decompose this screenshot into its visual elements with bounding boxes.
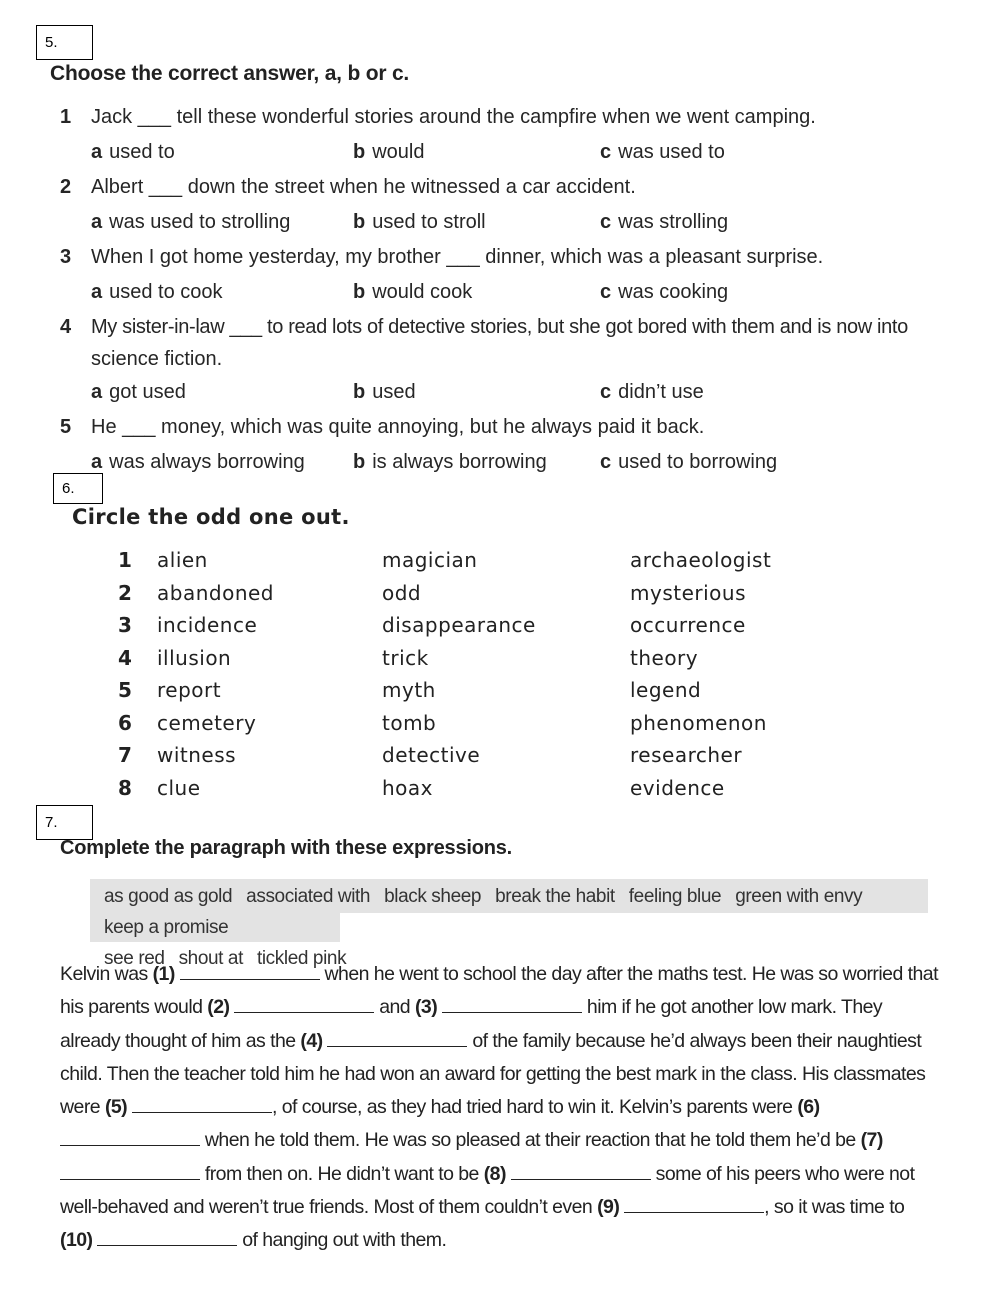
question-text: Jack ___ tell these wonderful stories around the campfire when we went camping. [91, 106, 816, 128]
word-option[interactable]: clue [157, 775, 201, 800]
word-option[interactable]: incidence [157, 613, 258, 637]
section-7-number-box [36, 805, 93, 840]
answer-blank-9[interactable] [624, 1194, 764, 1213]
odd-one-out-row: 3 incidence disappearance occurrence [118, 609, 938, 642]
word-option[interactable]: legend [630, 678, 702, 702]
option-a[interactable]: a used to [91, 141, 175, 163]
expression-item: green with envy [735, 886, 863, 907]
question-2 [60, 170, 980, 204]
word-option[interactable]: illusion [157, 645, 232, 670]
word-option[interactable]: mysterious [630, 580, 746, 605]
option-b[interactable]: b used to stroll [353, 211, 486, 233]
word-option[interactable]: cemetery [157, 710, 257, 735]
section-5-questions [60, 100, 980, 480]
option-b[interactable]: b would [353, 141, 425, 163]
answer-blank-1[interactable] [180, 961, 320, 980]
question-number: 4 [60, 316, 72, 338]
expression-item: feeling blue [628, 886, 722, 907]
odd-one-out-row: 4 illusion trick theory [118, 642, 938, 675]
gap-fill-paragraph: Kelvin was (1) when he went to school the day after the maths test. He was so worried that his parents would (2) and (3) him if he got another low mark. They already thought of him as the (4) of the family because he’d always been their naughtiest child. Then the teacher told him he had won an award for getting the best mark in the class. His classmates were (5) , of course, as they had tried hard to win it. Kelvin’s parents were (6) when he told them. He was so pleased at their reaction that he told them he’d be (7) from then on. He didn’t want to be (8) some of his peers who were not well-behaved and weren’t true friends. Most of them couldn’t even (9) , so it was time to (10) of hanging out with them. [60, 963, 938, 1252]
option-a[interactable]: a used to cook [91, 281, 223, 303]
option-c[interactable]: c was used to [600, 141, 725, 163]
word-option[interactable]: phenomenon [630, 710, 767, 735]
expression-item: tickled pink [256, 948, 347, 969]
expression-item: shout at [178, 948, 243, 969]
expression-item: see red [104, 948, 165, 969]
word-option[interactable]: tomb [382, 710, 437, 735]
word-option[interactable]: disappearance [382, 613, 536, 637]
option-c[interactable]: c was cooking [600, 281, 729, 303]
odd-one-out-row: 8 clue hoax evidence [118, 772, 938, 805]
section-5-number: 5. [45, 34, 58, 51]
odd-one-out-row: 5 report myth legend [118, 674, 938, 707]
question-number: 2 [60, 176, 72, 198]
question-text: When I got home yesterday, my brother ___ dinner, which was a pleasant surprise. [91, 246, 824, 268]
odd-one-out-row: 1 alien magician archaeologist [118, 544, 938, 577]
option-a[interactable]: a got used [91, 381, 186, 403]
question-4 [60, 310, 980, 344]
word-option[interactable]: report [157, 678, 222, 702]
section-6-word-table [118, 544, 938, 804]
answer-blank-2[interactable] [234, 994, 374, 1013]
question-4-continued [60, 344, 980, 374]
answer-blank-8[interactable] [511, 1161, 651, 1180]
word-option[interactable]: evidence [630, 775, 725, 800]
word-option[interactable]: detective [382, 743, 481, 767]
word-option[interactable]: theory [630, 645, 699, 670]
section-6-heading: Circle the odd one out. [72, 505, 350, 529]
word-option[interactable]: magician [382, 548, 478, 572]
section-6-number: 6. [62, 480, 75, 497]
odd-one-out-row: 6 cemetery tomb phenomenon [118, 707, 938, 740]
question-number: 5 [60, 416, 72, 438]
expression-item: break the habit [495, 886, 615, 907]
section-7-number: 7. [45, 814, 58, 831]
word-option[interactable]: hoax [382, 775, 434, 800]
word-option[interactable]: trick [382, 645, 429, 670]
odd-one-out-row: 7 witness detective researcher [118, 739, 938, 772]
word-option[interactable]: archaeologist [630, 548, 772, 572]
word-option[interactable]: odd [382, 580, 422, 605]
answer-blank-7[interactable] [60, 1161, 200, 1180]
expression-item: black sheep [384, 886, 482, 907]
option-b[interactable]: b used [353, 381, 416, 403]
option-c[interactable]: c was strolling [600, 211, 729, 233]
question-3 [60, 240, 980, 274]
odd-one-out-row: 2 abandoned odd mysterious [118, 577, 938, 610]
word-option[interactable]: witness [157, 743, 237, 767]
option-c[interactable]: c used to borrowing [600, 451, 778, 473]
word-option[interactable]: occurrence [630, 613, 746, 637]
question-5 [60, 410, 980, 444]
word-option[interactable]: abandoned [157, 580, 274, 605]
answer-blank-6[interactable] [60, 1127, 200, 1146]
section-5-heading: Choose the correct answer, a, b or c. [50, 62, 410, 85]
question-3-options [60, 274, 980, 310]
section-6-number-box [53, 473, 103, 504]
expression-item: as good as gold [104, 886, 233, 907]
section-5-number-box [36, 25, 93, 60]
answer-blank-5[interactable] [132, 1094, 272, 1113]
question-1 [60, 100, 980, 134]
answer-blank-3[interactable] [442, 994, 582, 1013]
answer-blank-10[interactable] [97, 1227, 237, 1246]
question-1-options [60, 134, 980, 170]
option-a[interactable]: a was always borrowing [91, 451, 305, 473]
question-2-options [60, 204, 980, 240]
word-option[interactable]: alien [157, 548, 208, 572]
option-b[interactable]: b would cook [353, 281, 473, 303]
answer-blank-4[interactable] [327, 1028, 467, 1047]
question-number: 3 [60, 246, 72, 268]
question-text: My sister-in-law ___ to read lots of detective stories, but she got bored with them and is now into [91, 316, 908, 338]
question-number: 1 [60, 106, 72, 128]
option-b[interactable]: b is always borrowing [353, 451, 547, 473]
section-7-heading: Complete the paragraph with these expressions. [60, 837, 513, 859]
expression-item: keep a promise [104, 917, 229, 938]
question-text: Albert ___ down the street when he witnessed a car accident. [91, 176, 636, 198]
question-4-options [60, 374, 980, 410]
option-a[interactable]: a was used to strolling [91, 211, 291, 233]
word-option[interactable]: myth [382, 678, 436, 702]
expression-item: associated with [246, 886, 371, 907]
question-5-options [60, 444, 980, 480]
option-c[interactable]: c didn’t use [600, 381, 704, 403]
word-option[interactable]: researcher [630, 743, 743, 767]
question-text: He ___ money, which was quite annoying, but he always paid it back. [91, 416, 705, 438]
question-text-continued: science fiction. [91, 348, 223, 370]
